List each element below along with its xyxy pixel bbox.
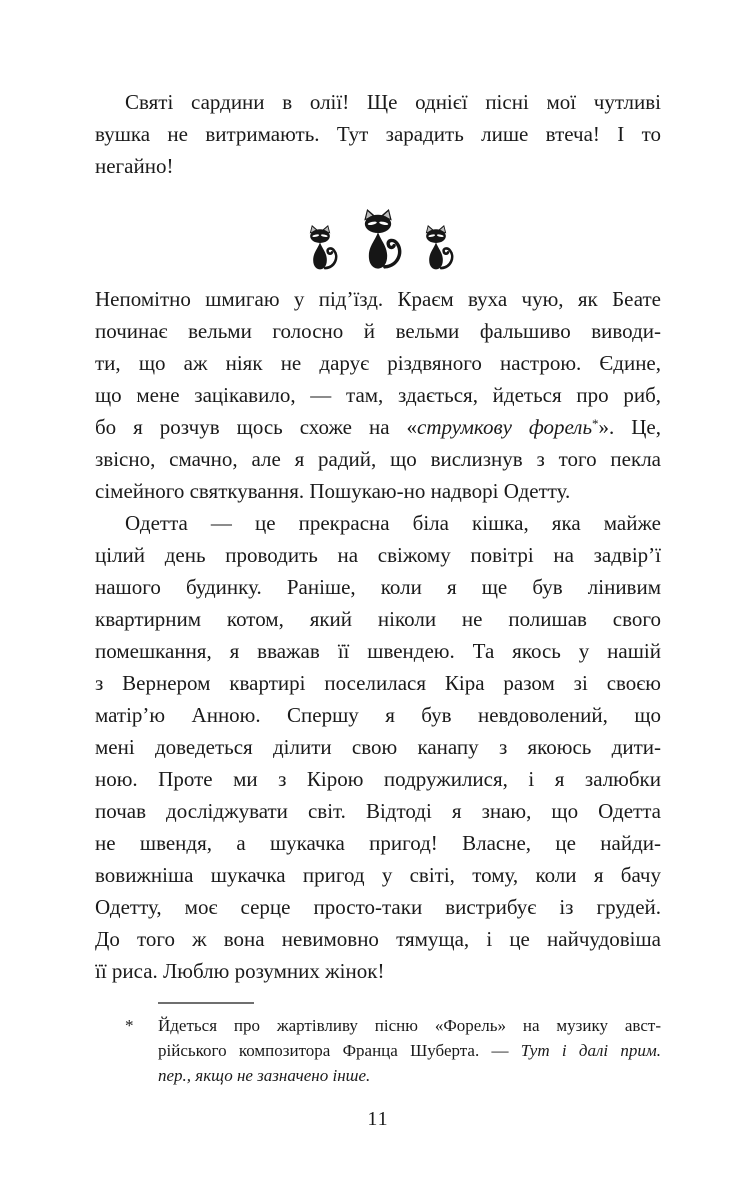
text-segment: її риса. Люблю розумних жінок! — [95, 959, 385, 983]
footnote-marker: * — [125, 1016, 134, 1035]
footnote-text — [158, 1013, 661, 1088]
footnote — [95, 1002, 661, 1088]
text-line — [158, 1038, 661, 1063]
text-line — [95, 571, 661, 603]
text-segment: Святі сардини в олії! Ще однієї пісні мої чутливі — [125, 90, 661, 114]
cat-icon — [415, 225, 457, 272]
text-line — [95, 475, 661, 507]
text-line — [95, 923, 661, 955]
text-segment: Одетта — це прекрасна біла кішка, яка майже — [125, 511, 661, 535]
text-segment: помешкання, я вважав її швендею. Та якось у нашій — [95, 639, 661, 663]
text-segment: не швендя, а шукачка пригод! Власне, це найди- — [95, 831, 661, 855]
text-line — [95, 539, 661, 571]
text-line — [95, 118, 661, 150]
text-segment: Йдеться про жартівливу пісню «Форель» на музику авст- — [158, 1016, 661, 1035]
text-segment: сімейного святкування. Пошукаю-но надворі Одетту. — [95, 479, 571, 503]
text-segment: негайно! — [95, 154, 174, 178]
text-segment: квартирним котом, який ніколи не полишав свого — [95, 607, 661, 631]
text-segment: Непомітно шмигаю у під’їзд. Краєм вуха чую, як Беате — [95, 287, 661, 311]
body-paragraph-container — [95, 283, 661, 987]
text-segment: ною. Проте ми з Кірою подружилися, і я залюбки — [95, 767, 661, 791]
text-segment: бо я розчув щось схоже на « — [95, 415, 418, 439]
text-line — [95, 955, 661, 987]
text-line — [158, 1063, 661, 1088]
text-line — [95, 507, 661, 539]
paragraph — [95, 283, 661, 507]
text-line — [95, 150, 661, 182]
text-line — [95, 347, 661, 379]
text-segment: рійського композитора Франца Шуберта. — — [158, 1041, 521, 1060]
section-divider-cats — [95, 182, 661, 283]
text-segment: Одетту, моє серце просто-таки вистрибує із грудей. — [95, 895, 661, 919]
text-block — [95, 86, 661, 987]
cat-icon — [299, 225, 341, 272]
text-segment: вушка не витримають. Тут зарадить лише втеча! І то — [95, 122, 661, 146]
text-segment: нашого будинку. Раніше, коли я ще був лінивим — [95, 575, 661, 599]
text-segment: з Вернером квартирі поселилася Кіра разом зі своєю — [95, 671, 661, 695]
text-line — [95, 763, 661, 795]
paragraph — [95, 507, 661, 987]
text-line — [95, 379, 661, 411]
text-line — [158, 1013, 661, 1038]
text-segment: мені доведеться ділити свою канапу з якоюсь дити- — [95, 735, 661, 759]
text-line — [95, 411, 661, 443]
text-line — [95, 315, 661, 347]
text-line — [95, 603, 661, 635]
text-line — [95, 699, 661, 731]
text-segment: пер., якщо не зазначено інше. — [158, 1066, 371, 1085]
text-segment: вовижніша шукачка пригод у світі, тому, коли я бачу — [95, 863, 661, 887]
text-line — [95, 795, 661, 827]
text-line — [95, 891, 661, 923]
text-segment: До того ж вона невимовно тямуща, і це найчудовіша — [95, 927, 661, 951]
text-line — [95, 667, 661, 699]
text-segment: ». Це, — [598, 415, 661, 439]
text-segment: матір’ю Анною. Спершу я був невдоволений, що — [95, 703, 661, 727]
footnote-rule — [158, 1002, 254, 1004]
text-line — [95, 859, 661, 891]
paragraph — [95, 86, 661, 182]
text-segment: * — [592, 416, 599, 431]
text-segment: починає вельми голосно й вельми фальшиво виводи- — [95, 319, 661, 343]
text-line — [95, 283, 661, 315]
footnote-row — [95, 1013, 661, 1088]
text-line — [95, 827, 661, 859]
text-segment: ти, що аж ніяк не дарує різдвяного настрою. Єдине, — [95, 351, 661, 375]
text-line — [95, 731, 661, 763]
text-segment: цілий день проводить на свіжому повітрі на задвір’ї — [95, 543, 661, 567]
text-line — [95, 635, 661, 667]
text-segment: струмкову форель — [417, 415, 593, 439]
text-line — [95, 86, 661, 118]
text-line — [95, 443, 661, 475]
text-segment: звісно, смачно, але я радий, що вислизнув з того пекла — [95, 447, 661, 471]
text-segment: що мене зацікавило, — там, здається, йдеться про риб, — [95, 383, 661, 407]
text-segment: почав досліджувати світ. Відтоді я знаю, що Одетта — [95, 799, 661, 823]
opening-paragraph-container — [95, 86, 661, 182]
cat-icon — [350, 209, 406, 272]
page-number: 11 — [367, 1108, 389, 1130]
text-segment: Тут і далі прим. — [520, 1041, 661, 1060]
